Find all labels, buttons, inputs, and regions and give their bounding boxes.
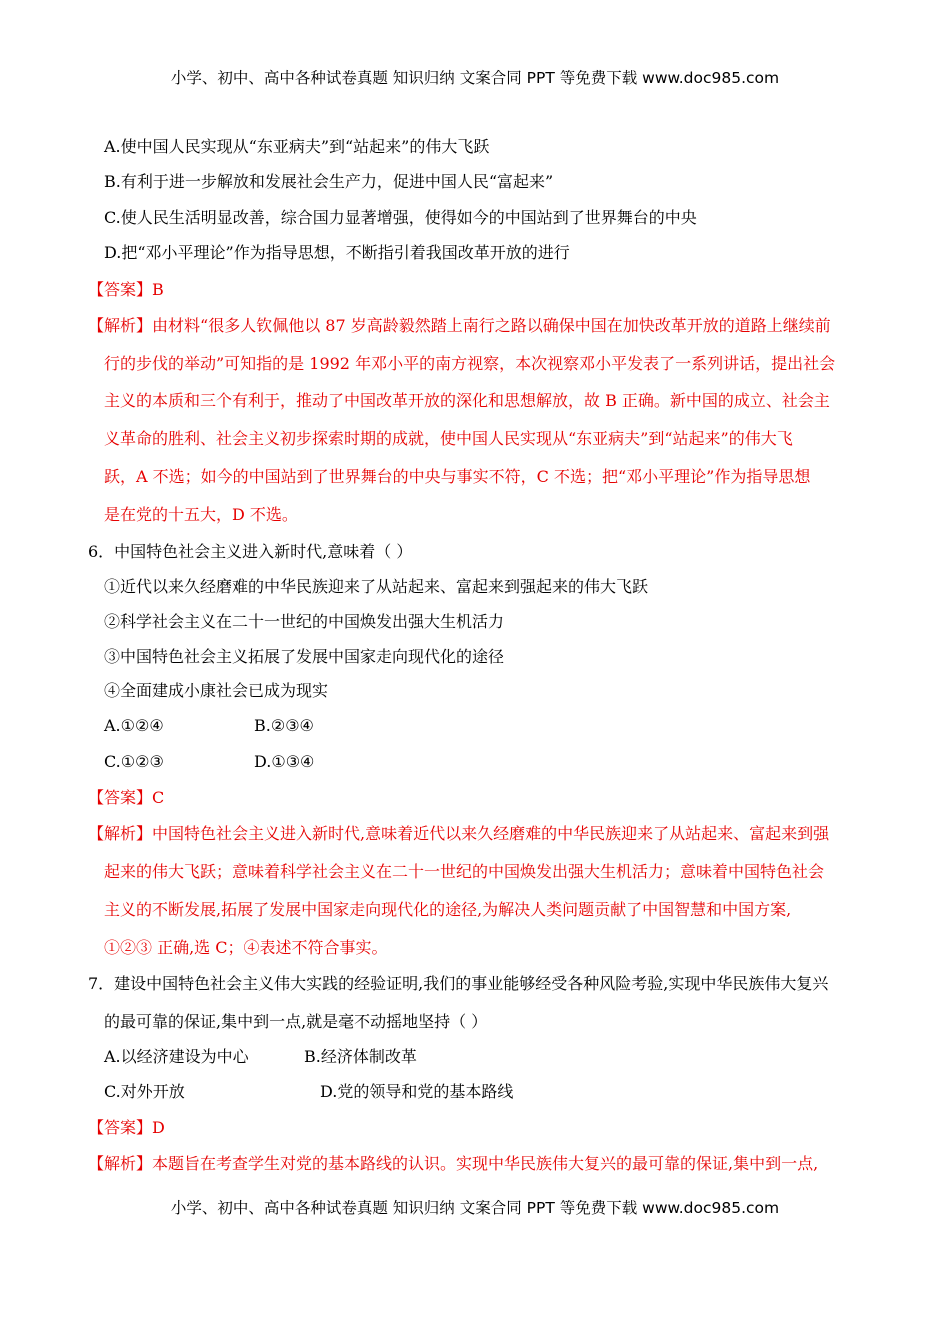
q5-analysis-line: 行的步伐的举动”可知指的是 1992 年邓小平的南方视察，本次视察邓小平发表了一系列讲话，提出社会 bbox=[104, 354, 836, 373]
q7-analysis-line bbox=[88, 1154, 818, 1174]
q7-option-c: C.对外开放 bbox=[104, 1082, 185, 1101]
q6-option-a: A.①②④ bbox=[104, 716, 164, 735]
answer-value: D bbox=[152, 1118, 165, 1137]
q6-analysis-line: 起来的伟大飞跃；意味着科学社会主义在二十一世纪的中国焕发出强大生机活力；意味着中国特色社会 bbox=[104, 862, 825, 881]
q6-analysis-line: ①②③ 正确,选 C；④表述不符合事实。 bbox=[104, 938, 388, 957]
q5-option-d: D.把“邓小平理论”作为指导思想，不断指引着我国改革开放的进行 bbox=[104, 243, 570, 262]
q7-answer bbox=[88, 1118, 165, 1138]
q5-analysis-line: 跃，A 不选；如今的中国站到了世界舞台的中央与事实不符，C 不选；把“邓小平理论”作为指导思想 bbox=[104, 467, 811, 486]
q5-analysis-line: 是在党的十五大，D 不选。 bbox=[104, 505, 298, 524]
q7-option-d: D.党的领导和党的基本路线 bbox=[320, 1082, 514, 1101]
q7-option-a: A.以经济建设为中心 bbox=[104, 1047, 249, 1066]
analysis-tag: 【解析】 bbox=[88, 824, 153, 843]
q6-stem: 6．中国特色社会主义进入新时代,意味着（ ） bbox=[88, 542, 413, 561]
analysis-tag: 【解析】 bbox=[88, 1154, 153, 1173]
page-header: 小学、初中、高中各种试卷真题 知识归纳 文案合同 PPT 等免费下载 www.doc985.com bbox=[170, 69, 780, 87]
q6-option-b: B.②③④ bbox=[254, 716, 314, 735]
q6-option-d: D.①③④ bbox=[254, 752, 315, 771]
q6-analysis-line bbox=[88, 824, 829, 844]
q6-item: ③中国特色社会主义拓展了发展中国家走向现代化的途径 bbox=[104, 647, 505, 666]
q6-item: ④全面建成小康社会已成为现实 bbox=[104, 681, 329, 700]
analysis-text: 本题旨在考查学生对党的基本路线的认识。实现中华民族伟大复兴的最可靠的保证,集中到一点, bbox=[152, 1154, 819, 1173]
q6-option-c: C.①②③ bbox=[104, 752, 164, 771]
q5-option-b: B.有利于进一步解放和发展社会生产力，促进中国人民“富起来” bbox=[104, 172, 554, 191]
q6-analysis-line: 主义的不断发展,拓展了发展中国家走向现代化的途径,为解决人类问题贡献了中国智慧和中国方案, bbox=[104, 900, 792, 919]
q7-stem-line: 的最可靠的保证,集中到一点,就是毫不动摇地坚持（ ） bbox=[104, 1012, 488, 1031]
analysis-text: 由材料“很多人钦佩他以 87 岁高龄毅然踏上南行之路以确保中国在加快改革开放的道路上继续前 bbox=[152, 316, 831, 335]
analysis-tag: 【解析】 bbox=[88, 316, 153, 335]
q5-answer bbox=[88, 280, 164, 300]
q5-option-c: C.使人民生活明显改善，综合国力显著增强，使得如今的中国站到了世界舞台的中央 bbox=[104, 208, 697, 227]
answer-tag: 【答案】 bbox=[88, 1118, 153, 1137]
answer-value: C bbox=[152, 788, 165, 807]
q5-analysis-line bbox=[88, 316, 831, 336]
q6-item: ②科学社会主义在二十一世纪的中国焕发出强大生机活力 bbox=[104, 612, 505, 631]
q6-answer bbox=[88, 788, 164, 808]
q7-stem-line: 7．建设中国特色社会主义伟大实践的经验证明,我们的事业能够经受各种风险考验,实现中华民族伟大复兴 bbox=[88, 974, 829, 993]
analysis-text: 中国特色社会主义进入新时代,意味着近代以来久经磨难的中华民族迎来了从站起来、富起来到强 bbox=[152, 824, 830, 843]
q6-item: ①近代以来久经磨难的中华民族迎来了从站起来、富起来到强起来的伟大飞跃 bbox=[104, 577, 649, 596]
answer-tag: 【答案】 bbox=[88, 788, 153, 807]
page-footer: 小学、初中、高中各种试卷真题 知识归纳 文案合同 PPT 等免费下载 www.doc985.com bbox=[170, 1199, 780, 1217]
q7-option-b: B.经济体制改革 bbox=[304, 1047, 417, 1066]
q5-analysis-line: 主义的本质和三个有利于，推动了中国改革开放的深化和思想解放，故 B 正确。新中国的成立、社会主 bbox=[104, 391, 830, 410]
q5-analysis-line: 义革命的胜利、社会主义初步探索时期的成就，使中国人民实现从“东亚病夫”到“站起来”的伟大飞 bbox=[104, 429, 793, 448]
answer-tag: 【答案】 bbox=[88, 280, 153, 299]
q5-option-a: A.使中国人民实现从“东亚病夫”到“站起来”的伟大飞跃 bbox=[104, 137, 490, 156]
answer-value: B bbox=[152, 280, 164, 299]
